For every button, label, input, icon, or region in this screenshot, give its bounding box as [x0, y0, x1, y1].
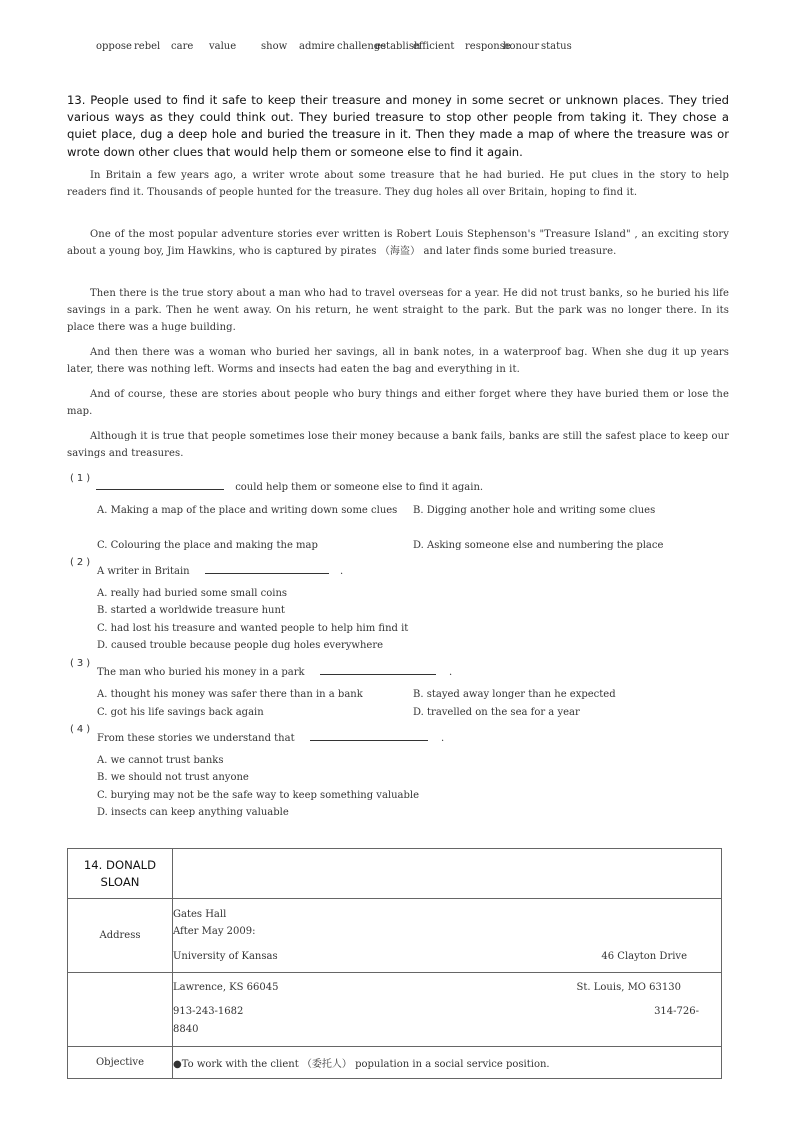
word-bank-item: value	[209, 41, 237, 52]
passage-paragraph: Then there is the true story about a man who had to travel overseas for a year. He did not trust banks, so he buried his life savings in a park. Then he went away. On his return, he went straight to the park. But the park was no longer there. In its place there was a huge building.	[67, 288, 729, 334]
option-b[interactable]: B. stayed away longer than he expected	[413, 689, 616, 700]
question-stem	[97, 563, 343, 577]
word-bank-item: rebel	[134, 41, 161, 52]
word-bank-item: establish	[375, 41, 421, 52]
option-c[interactable]: C. burying may not be the safe way to keep something valuable	[97, 790, 420, 801]
resume-name: 14. DONALD	[83, 857, 157, 872]
word-bank-item: status	[541, 41, 572, 52]
option-c[interactable]: C. got his life savings back again	[97, 707, 264, 718]
question-stem	[96, 479, 483, 493]
resume-table	[67, 848, 722, 1079]
question-stem-text: From these stories we understand that	[97, 733, 295, 744]
phone-right: 314-726-	[654, 1006, 699, 1017]
resume-objective-row	[68, 1047, 722, 1079]
question-stem-text: A writer in Britain	[97, 566, 190, 577]
question-number: (4)	[70, 724, 94, 735]
question-stem-text: could help them or someone else to find it again.	[235, 482, 484, 493]
answer-blank[interactable]	[310, 730, 428, 741]
option-c[interactable]: C. had lost his treasure and wanted people to help him find it	[97, 623, 409, 634]
question-number: (3)	[70, 658, 94, 669]
question-stem	[97, 730, 444, 744]
contact-cell	[173, 973, 722, 1047]
address-university: University of Kansas	[173, 951, 278, 962]
word-bank-item: oppose	[96, 41, 132, 52]
question-stem-end: .	[448, 667, 453, 678]
word-bank-item: efficient	[413, 41, 455, 52]
option-a[interactable]: A. Making a map of the place and writing down some clues	[97, 505, 398, 516]
word-bank-item: show	[261, 41, 288, 52]
passage-paragraph: Although it is true that people sometimes lose their money because a bank fails, banks are still the safest place to keep our savings and treasures.	[67, 431, 729, 460]
phone-left: 913-243-1682	[173, 1006, 244, 1017]
city-left: Lawrence, KS 66045	[173, 982, 279, 993]
objective-text: ●To work with the client （委托人） population in a social service position.	[173, 1047, 722, 1079]
objective-label: Objective	[68, 1047, 173, 1079]
option-a[interactable]: A. thought his money was safer there than in a bank	[97, 689, 363, 700]
resume-header-row	[68, 849, 722, 899]
city-right: St. Louis, MO 63130	[576, 982, 681, 993]
address-line: Gates Hall	[173, 909, 227, 920]
question-stem	[97, 664, 452, 678]
question-number: (2)	[70, 557, 94, 568]
passage-paragraph: In Britain a few years ago, a writer wrote about some treasure that he had buried. He put clues in the story to help readers find it. Thousands of people hunted for the treasure. They dug holes all over Britain, hoping to find it.	[67, 170, 729, 199]
option-b[interactable]: B. we should not trust anyone	[97, 772, 249, 783]
option-b[interactable]: B. Digging another hole and writing some clues	[413, 505, 656, 516]
address-label: Address	[68, 899, 173, 973]
option-a[interactable]: A. we cannot trust banks	[97, 755, 224, 766]
resume-header-empty	[173, 849, 722, 899]
resume-contact-row	[68, 973, 722, 1047]
phone-right-wrap: 8840	[173, 1024, 199, 1035]
resume-address-row	[68, 899, 722, 973]
option-d[interactable]: D. travelled on the sea for a year	[413, 707, 580, 718]
passage-paragraph: And then there was a woman who buried her savings, all in bank notes, in a waterproof bag. When she dug it up years later, there was nothing left. Worms and insects had eaten the bag and everything in it.	[67, 347, 729, 376]
option-d[interactable]: D. Asking someone else and numbering the place	[413, 540, 664, 551]
answer-blank[interactable]	[320, 664, 436, 675]
question-stem-text: The man who buried his money in a park	[97, 667, 305, 678]
passage-paragraph: One of the most popular adventure stories ever written is Robert Louis Stephenson's "Treasure Island" , an exciting story about a young boy, Jim Hawkins, who is captured by pirates （海盗） and later finds some buried treasure.	[67, 229, 729, 258]
passage-paragraph: And of course, these are stories about people who bury things and either forget where they have buried them or lose the map.	[67, 389, 729, 418]
resume-name-cell	[68, 849, 173, 899]
word-bank-item: response	[465, 41, 511, 52]
option-c[interactable]: C. Colouring the place and making the map	[97, 540, 318, 551]
resume-name: SLOAN	[100, 874, 140, 889]
question-stem-end: .	[339, 566, 344, 577]
word-bank-item: care	[171, 41, 194, 52]
option-a[interactable]: A. really had buried some small coins	[97, 588, 288, 599]
address-line: After May 2009:	[173, 926, 256, 937]
option-d[interactable]: D. insects can keep anything valuable	[97, 807, 289, 818]
answer-blank[interactable]	[205, 563, 329, 574]
question-stem-end: .	[440, 733, 445, 744]
contact-label-empty	[68, 973, 173, 1047]
word-bank-item: challenge	[337, 41, 387, 52]
word-bank-item: admire	[299, 41, 335, 52]
answer-blank[interactable]	[96, 479, 224, 490]
address-cell	[173, 899, 722, 973]
word-bank-item: honour	[503, 41, 540, 52]
option-b[interactable]: B. started a worldwide treasure hunt	[97, 605, 285, 616]
address-street: 46 Clayton Drive	[601, 951, 687, 962]
question-number: (1)	[70, 473, 94, 484]
q13-intro: 13. People used to find it safe to keep their treasure and money in some secret or unknown places. They tried various ways as they could think out. They buried treasure to stop other people from taking it. They chose a quiet place, dug a deep hole and buried the treasure in it. Then they made a map of where the treasure was or wrote down other clues that would help them or someone else to find it again.	[67, 93, 729, 159]
option-d[interactable]: D. caused trouble because people dug holes everywhere	[97, 640, 384, 651]
